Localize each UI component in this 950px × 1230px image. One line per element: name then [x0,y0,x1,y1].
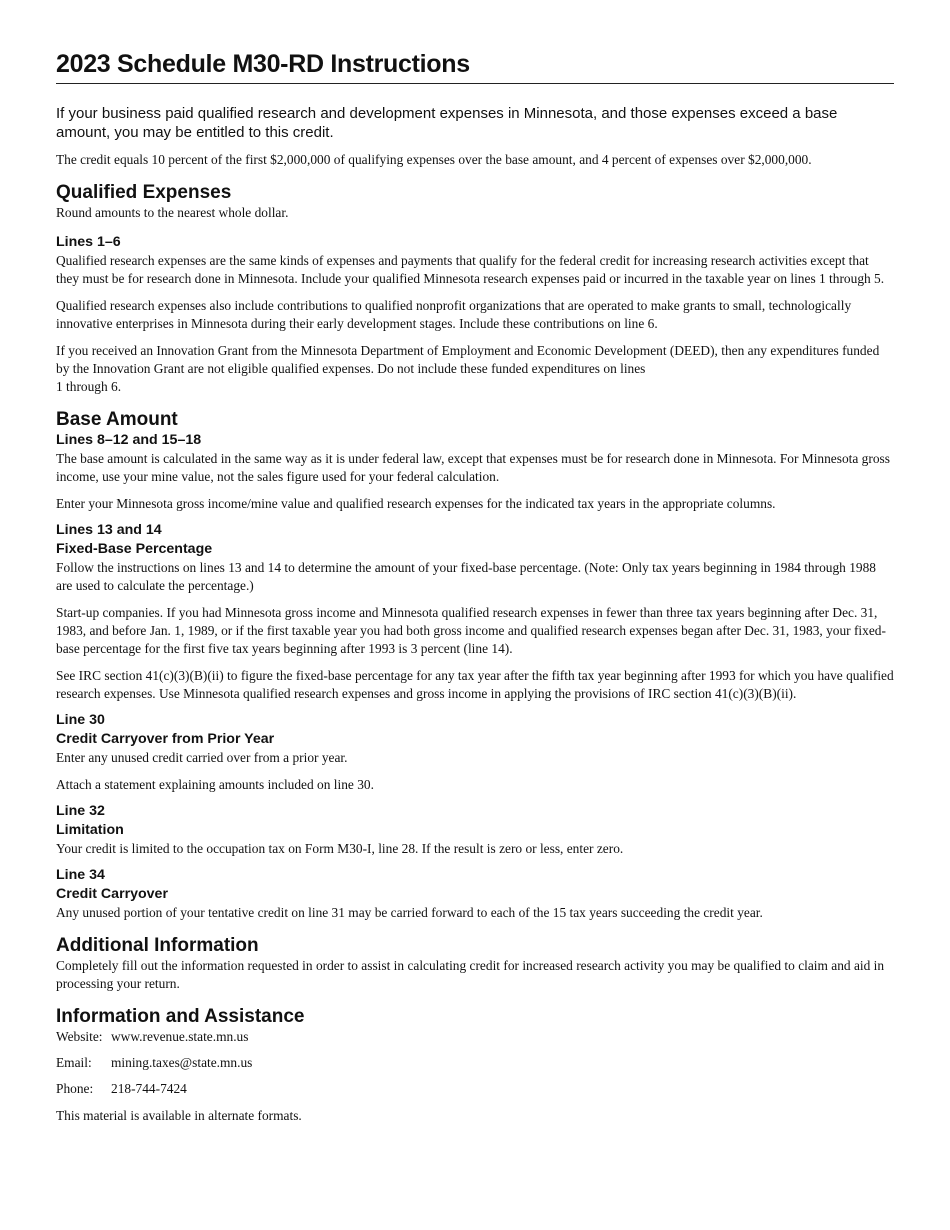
line-32-heading: Line 32 [56,803,105,819]
fixed-base-heading: Fixed-Base Percentage [56,541,213,557]
credit-paragraph: The credit equals 10 percent of the first $2,000,000 of qualifying expenses over the base amount, and 4 percent of expenses over $2,000,000. [56,152,812,167]
lines-13-14-heading: Lines 13 and 14 [56,522,162,538]
additional-info-paragraph: Completely fill out the information requested in order to assist in calculating credit for increased research activity you may be qualified to claim and aid in processing your return. [56,958,885,991]
qualified-paragraph-3 [56,342,894,396]
additional-info-heading: Additional Information [56,935,259,956]
base-paragraph-5: See IRC section 41(c)(3)(B)(ii) to figure the fixed-base percentage for any tax year after the fifth tax year beginning after 1993 for which you have qualified research expenses. Use Minnesota qualified research expenses and gross income in applying the provisions of IRC section 41(c)(3)(B)(ii). [56,668,894,701]
base-amount-section [56,409,894,703]
qualified-paragraph-2: Qualified research expenses also include contributions to qualified nonprofit organizations that are operated to make grants to small, technologically innovative enterprises in Minnesota during their early development stages. Include these contributions on line 6. [56,298,852,331]
qualified-paragraph-1: Qualified research expenses are the same kinds of expenses and payments that qualify for the federal credit for increasing research activities except that they must be for research done in Minnesota. Include your qualified Minnesota research expenses paid or incurred in the taxable year on lines 1 through 5. [56,253,885,286]
line-30-paragraph-2: Attach a statement explaining amounts included on line 30. [56,777,374,792]
line-34-heading: Line 34 [56,867,105,883]
phone-row [56,1080,894,1098]
base-paragraph-4: Start-up companies. If you had Minnesota gross income and Minnesota qualified research expenses in fewer than three tax years beginning after Dec. 31, 1983, and before Jan. 1, 1989, or if the first taxable year you had both gross income and qualified research expenses began after Dec. 31, 1983, your fixed-base percentage for the first five tax years beginning after 1993 is 3 percent (line 14). [56,605,886,656]
instructions-page [56,50,894,1125]
base-paragraph-1: The base amount is calculated in the same way as it is under federal law, except that expenses must be for research done in Minnesota. For Minnesota gross income, use your mine value, not the sales figure used for your federal calculation. [56,451,890,484]
additional-info-section [56,935,894,993]
website-label: Website: [56,1029,103,1044]
round-note: Round amounts to the nearest whole dollar. [56,205,289,220]
website-link[interactable]: www.revenue.state.mn.us [111,1029,249,1044]
line-32-paragraph: Your credit is limited to the occupation tax on Form M30-I, line 28. If the result is zero or less, enter zero. [56,841,624,856]
email-label: Email: [56,1055,92,1070]
qualified-expenses-heading: Qualified Expenses [56,182,232,203]
alternate-formats-note: This material is available in alternate formats. [56,1108,302,1123]
base-paragraph-2: Enter your Minnesota gross income/mine value and qualified research expenses for the indicated tax years in the appropriate columns. [56,496,776,511]
website-row [56,1028,894,1046]
line-34-subheading: Credit Carryover [56,886,168,902]
line-30-heading: Line 30 [56,712,105,728]
qualified-paragraph-3-part-a: If you received an Innovation Grant from the Minnesota Department of Employment and Economic Development (DEED), then any expenditures funded by the Innovation Grant are not eligible qualified expenses. Do not include these funded expenditures on lines [56,343,880,376]
line-30-section [56,711,894,794]
line-32-subheading: Limitation [56,822,124,838]
phone-label: Phone: [56,1081,94,1096]
email-row [56,1054,894,1072]
base-amount-heading: Base Amount [56,409,178,430]
assistance-heading: Information and Assistance [56,1006,305,1027]
qualified-paragraph-3-part-b: 1 through 6. [56,379,122,394]
qualified-expenses-section [56,182,894,396]
phone-number: 218-744-7424 [111,1081,187,1096]
line-34-section [56,866,894,922]
lines-1-6-heading: Lines 1–6 [56,234,121,250]
line-32-section [56,802,894,858]
line-30-paragraph-1: Enter any unused credit carried over from a prior year. [56,750,348,765]
line-34-paragraph: Any unused portion of your tentative credit on line 31 may be carried forward to each of the 15 tax years succeeding the credit year. [56,905,763,920]
email-link[interactable]: mining.taxes@state.mn.us [111,1055,253,1070]
base-paragraph-3: Follow the instructions on lines 13 and 14 to determine the amount of your fixed-base percentage. (Note: Only tax years beginning in 1984 through 1988 are used to calculate the percentage.) [56,560,876,593]
page-title: 2023 Schedule M30-RD Instructions [56,50,894,84]
assistance-section [56,1006,894,1125]
lines-8-12-heading: Lines 8–12 and 15–18 [56,432,202,448]
intro-paragraph: If your business paid qualified research and development expenses in Minnesota, and those expenses exceed a base amount, you may be entitled to this credit. [56,105,838,141]
line-30-subheading: Credit Carryover from Prior Year [56,731,275,747]
